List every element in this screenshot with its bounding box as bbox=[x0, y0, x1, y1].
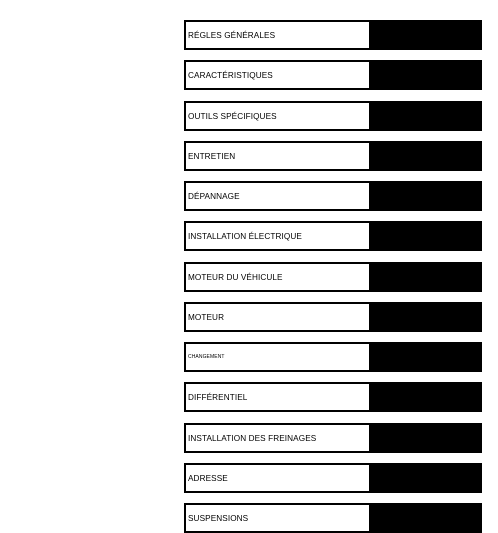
section-tab-marker bbox=[369, 465, 480, 491]
section-tab-marker bbox=[369, 304, 480, 330]
section-label: MOTEUR bbox=[186, 304, 369, 330]
section-label: ADRESSE bbox=[186, 465, 369, 491]
section-label: INSTALLATION ÉLECTRIQUE bbox=[186, 223, 369, 249]
section-label: DÉPANNAGE bbox=[186, 183, 369, 209]
section-tab-marker bbox=[369, 505, 480, 531]
section-tab-installation-des-freinages[interactable] bbox=[184, 423, 482, 453]
section-label: DIFFÉRENTIEL bbox=[186, 384, 369, 410]
section-label: ENTRETIEN bbox=[186, 143, 369, 169]
section-tab-adresse[interactable] bbox=[184, 463, 482, 493]
section-tab-moteur-du-vehicule[interactable] bbox=[184, 262, 482, 292]
section-label: CARACTÉRISTIQUES bbox=[186, 62, 369, 88]
section-tab-marker bbox=[369, 384, 480, 410]
section-tab-marker bbox=[369, 143, 480, 169]
section-tab-marker bbox=[369, 62, 480, 88]
section-tab-regles-generales[interactable] bbox=[184, 20, 482, 50]
section-label: MOTEUR DU VÉHICULE bbox=[186, 264, 369, 290]
section-label: OUTILS SPÉCIFIQUES bbox=[186, 103, 369, 129]
section-tab-marker bbox=[369, 264, 480, 290]
section-tab-depannage[interactable] bbox=[184, 181, 482, 211]
section-tab-marker bbox=[369, 223, 480, 249]
section-tab-outils-specifiques[interactable] bbox=[184, 101, 482, 131]
section-tab-marker bbox=[369, 22, 480, 48]
section-label: INSTALLATION DES FREINAGES bbox=[186, 425, 369, 451]
section-tab-marker bbox=[369, 103, 480, 129]
section-tab-installation-electrique[interactable] bbox=[184, 221, 482, 251]
section-tab-moteur[interactable] bbox=[184, 302, 482, 332]
section-label: RÉGLES GÉNÉRALES bbox=[186, 22, 369, 48]
section-label: CHANGEMENT bbox=[186, 344, 369, 370]
section-tab-changement[interactable] bbox=[184, 342, 482, 372]
section-tab-marker bbox=[369, 183, 480, 209]
section-tab-caracteristiques[interactable] bbox=[184, 60, 482, 90]
section-tab-entretien[interactable] bbox=[184, 141, 482, 171]
section-tab-suspensions[interactable] bbox=[184, 503, 482, 533]
section-tab-marker bbox=[369, 344, 480, 370]
section-tab-differentiel[interactable] bbox=[184, 382, 482, 412]
section-label: SUSPENSIONS bbox=[186, 505, 369, 531]
section-tab-marker bbox=[369, 425, 480, 451]
